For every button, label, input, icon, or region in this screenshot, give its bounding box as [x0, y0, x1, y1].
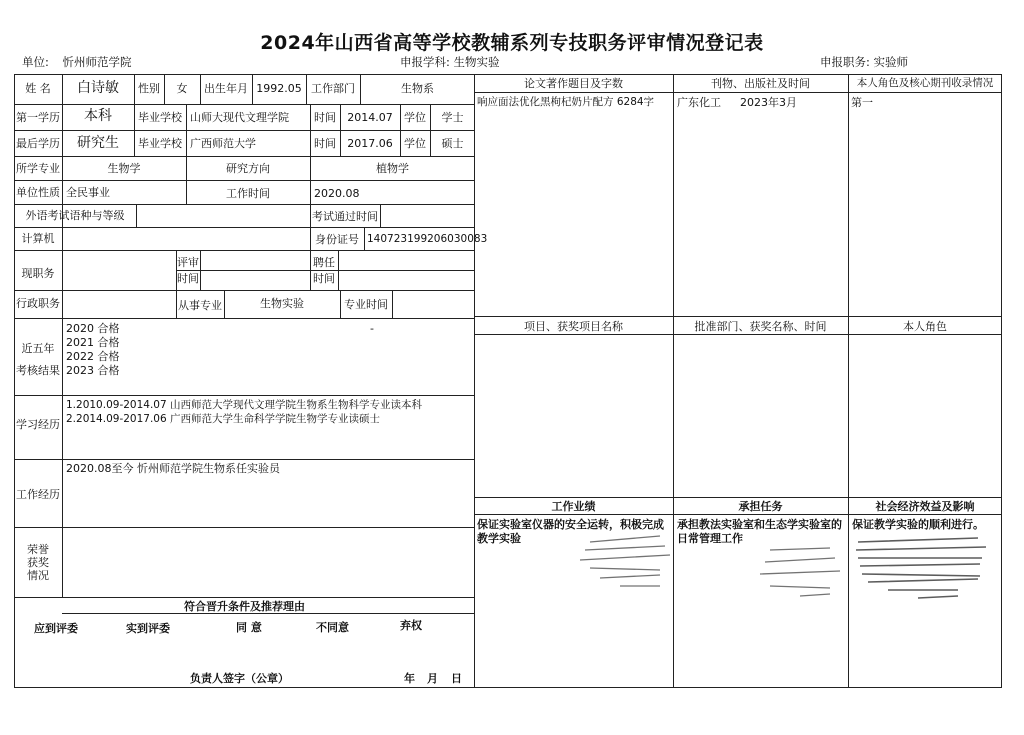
dept-value: 生物系	[401, 82, 434, 95]
edu1-time-label: 时间	[314, 111, 336, 124]
month-label: 月	[427, 672, 438, 685]
abstain-label: 弃权	[400, 619, 422, 632]
ink-scribble	[730, 530, 850, 610]
promo-title: 符合晋升条件及推荐理由	[184, 600, 305, 613]
dept-label: 工作部门	[311, 82, 355, 95]
subject-value: 生物实验	[453, 55, 500, 69]
edu2-value: 研究生	[77, 135, 119, 151]
unit-value: 忻州师范学院	[62, 55, 132, 69]
nature-label: 单位性质	[16, 186, 60, 199]
paper-time: 2023年3月	[740, 96, 797, 109]
paper-title: 响应面法优化黑枸杞奶片配方 6284字	[477, 96, 655, 108]
papers-col-pub: 刊物、出版社及时间	[711, 77, 810, 90]
perf-header: 工作业绩	[551, 500, 596, 513]
edu2-label: 最后学历	[16, 137, 60, 150]
hire-label-2: 时间	[313, 272, 335, 285]
work-label: 工作经历	[16, 488, 60, 501]
major-value: 生物学	[107, 162, 141, 175]
edu2-school-label: 毕业学校	[138, 137, 182, 150]
position-field	[820, 54, 908, 70]
ink-scribble	[560, 520, 680, 600]
exam5-item: 2023 合格	[66, 364, 120, 377]
review-label-1: 评审	[177, 256, 199, 269]
edu2-school: 广西师范大学	[190, 137, 256, 150]
study-item: 2.2014.09-2017.06 广西师范大学生命科学学院生物学专业读硕士	[66, 413, 380, 425]
position-label: 申报职务:	[820, 55, 870, 69]
nature-value: 全民事业	[66, 186, 110, 199]
ink-scribble	[848, 528, 1000, 608]
edu1-school-label: 毕业学校	[138, 111, 182, 124]
id-label: 身份证号	[315, 233, 359, 246]
exam5-item: 2021 合格	[66, 336, 120, 349]
exam5-dash: -	[370, 322, 374, 335]
subject-field	[400, 54, 500, 70]
paper-pub: 广东化工	[677, 96, 721, 109]
honor-label: 荣誉	[27, 543, 49, 556]
papers-col-title: 论文著作题目及字数	[524, 77, 623, 90]
honor-label: 情况	[27, 569, 49, 582]
agree-label: 同 意	[236, 621, 262, 634]
form-title: 2024年山西省高等学校教辅系列专技职务评审情况登记表	[260, 32, 764, 54]
hire-label-1: 聘任	[313, 256, 335, 269]
paper-role: 第一	[851, 96, 873, 109]
disagree-label: 不同意	[316, 621, 349, 634]
position-value: 实验师	[873, 55, 909, 69]
engage-value: 生物实验	[260, 297, 304, 310]
review-label-2: 时间	[177, 272, 199, 285]
gender-value: 女	[176, 82, 188, 95]
name-value: 白诗敏	[77, 80, 119, 96]
edu2-time: 2017.06	[347, 137, 393, 150]
perf-value: 保证实验室仪器的安全运转，积极完成教学实验	[477, 518, 664, 545]
edu1-degree: 学士	[441, 111, 464, 124]
edu1-label: 第一学历	[16, 111, 60, 124]
benefit-value: 保证教学实验的顺利进行。	[852, 518, 984, 531]
year-label: 年	[404, 672, 415, 685]
edu1-degree-label: 学位	[404, 111, 426, 124]
gender-label: 性别	[138, 82, 160, 95]
edu2-degree: 硕士	[441, 137, 464, 150]
exam-time-label: 考试通过时间	[312, 210, 378, 223]
sign-label: 负责人签字（公章）	[190, 672, 289, 685]
exam5-item: 2022 合格	[66, 350, 120, 363]
edu1-value: 本科	[84, 108, 112, 124]
task-value: 承担教法实验室和生态学实验室的日常管理工作	[677, 518, 842, 545]
lang-label: 外语考试语种与等级	[25, 209, 125, 222]
prof-time-label: 专业时间	[344, 298, 388, 311]
birth-label: 出生年月	[204, 82, 248, 95]
work-value: 2020.08至今 忻州师范学院生物系任实验员	[66, 462, 280, 475]
unit-field	[22, 54, 132, 70]
edu1-school: 山师大现代文理学院	[190, 111, 289, 124]
exam5-label-1: 近五年	[21, 342, 55, 355]
cur-pos-label: 现职务	[21, 267, 55, 280]
papers-col-role: 本人角色及核心期刊收录情况	[856, 77, 994, 89]
edu1-time: 2014.07	[347, 111, 393, 124]
benefit-header: 社会经济效益及影响	[875, 500, 975, 513]
projects-col-name: 项目、获奖项目名称	[524, 320, 623, 333]
study-label: 学习经历	[16, 418, 60, 431]
edu2-time-label: 时间	[314, 137, 336, 150]
birth-value: 1992.05	[256, 82, 302, 95]
projects-col-role: 本人角色	[903, 320, 947, 333]
exam5-item: 2020 合格	[66, 322, 120, 335]
work-time-value: 2020.08	[314, 187, 360, 200]
actual-label: 实到评委	[126, 622, 170, 635]
subject-label: 申报学科:	[400, 55, 450, 69]
major-label: 所学专业	[16, 162, 60, 175]
name-label: 姓 名	[25, 82, 51, 95]
unit-label: 单位:	[22, 55, 49, 69]
should-label: 应到评委	[34, 622, 78, 635]
id-value: 140723199206030083	[367, 233, 488, 245]
study-item: 1.2010.09-2014.07 山西师范大学现代文理学院生物系生物科学专业读本科	[66, 399, 422, 411]
research-value: 植物学	[376, 162, 409, 175]
exam5-label-2: 考核结果	[16, 364, 60, 377]
admin-label: 行政职务	[16, 297, 60, 310]
computer-label: 计算机	[21, 232, 55, 245]
engage-label: 从事专业	[178, 299, 222, 312]
task-header: 承担任务	[738, 500, 783, 513]
edu2-degree-label: 学位	[404, 137, 426, 150]
work-time-label: 工作时间	[226, 187, 270, 200]
day-label: 日	[451, 672, 462, 685]
projects-col-dept: 批准部门、获奖名称、时间	[694, 320, 827, 333]
honor-label: 获奖	[27, 556, 49, 569]
research-label: 研究方向	[226, 162, 270, 175]
